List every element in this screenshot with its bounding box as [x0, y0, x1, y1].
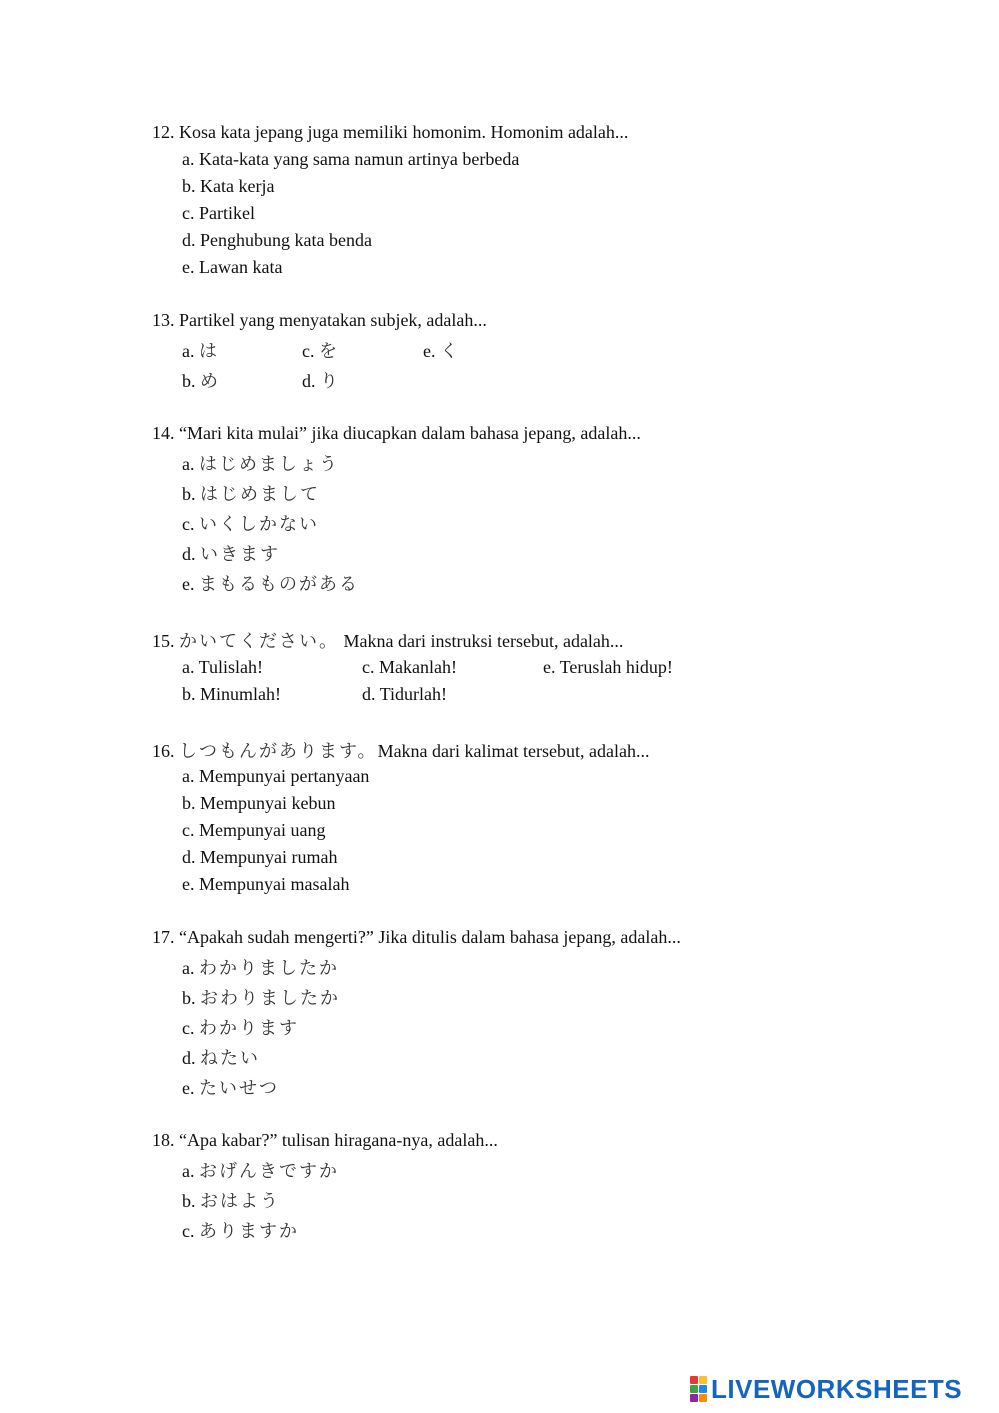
q16-option-a: a. Mempunyai pertanyaan: [182, 766, 370, 786]
question-15: [152, 627, 623, 653]
q14-option-c: [182, 510, 319, 536]
q14-option-d: [182, 540, 280, 566]
question-17: 17. “Apakah sudah mengerti?” Jika ditulis dalam bahasa jepang, adalah...: [152, 927, 681, 947]
q17-option-b-letter: b.: [182, 988, 196, 1008]
q14-option-e-letter: e.: [182, 574, 195, 594]
question-12: 12. Kosa kata jepang juga memiliki homonim. Homonim adalah...: [152, 122, 629, 142]
q18-option-c-kana: ありますか: [199, 1221, 299, 1242]
q17-option-e-kana: たいせつ: [199, 1078, 279, 1099]
liveworksheets-logo-text: LIVEWORKSHEETS: [711, 1373, 963, 1404]
logo-square-5: [690, 1394, 698, 1402]
q12-option-b: b. Kata kerja: [182, 176, 275, 196]
question-16: [152, 737, 649, 763]
q17-option-a: [182, 954, 339, 980]
q12-option-c: c. Partikel: [182, 203, 255, 223]
q14-option-e: [182, 570, 359, 596]
q18-option-c-letter: c.: [182, 1221, 195, 1241]
q15-option-e: e. Teruslah hidup!: [543, 657, 673, 677]
q18-option-b: [182, 1187, 280, 1213]
q18-option-a: [182, 1157, 339, 1183]
question-18: 18. “Apa kabar?” tulisan hiragana-nya, adalah...: [152, 1130, 498, 1150]
q14-option-c-letter: c.: [182, 514, 195, 534]
q18-option-a-letter: a.: [182, 1161, 195, 1181]
q14-option-b-letter: b.: [182, 484, 196, 504]
q13-option-d-kana: り: [320, 371, 340, 392]
q13-option-c-kana: を: [319, 341, 339, 362]
q16-text: Makna dari kalimat tersebut, adalah...: [377, 741, 650, 761]
q16-option-c: c. Mempunyai uang: [182, 820, 326, 840]
logo-square-1: [690, 1376, 698, 1384]
q14-option-e-kana: まもるものがある: [199, 574, 359, 595]
q14-option-b: [182, 480, 320, 506]
q17-option-e-letter: e.: [182, 1078, 195, 1098]
q18-option-b-letter: b.: [182, 1191, 196, 1211]
q14-option-a-kana: はじめましょう: [199, 454, 339, 475]
q14-option-a-letter: a.: [182, 454, 195, 474]
q18-option-b-kana: おはよう: [200, 1191, 280, 1212]
liveworksheets-logo: [690, 1373, 963, 1404]
q15-option-c: c. Makanlah!: [362, 657, 457, 677]
q13-option-b: [182, 367, 220, 393]
question-13: 13. Partikel yang menyatakan subjek, adalah...: [152, 310, 487, 330]
q17-option-b: [182, 984, 340, 1010]
q13-option-e-kana: く: [440, 341, 460, 362]
q17-option-e: [182, 1074, 279, 1100]
q16-number: 16.: [152, 741, 175, 761]
q18-option-a-kana: おげんきですか: [199, 1161, 339, 1182]
q14-option-a: [182, 450, 339, 476]
q14-option-b-kana: はじめまして: [200, 484, 320, 505]
q17-option-a-kana: わかりましたか: [199, 958, 339, 979]
q16-option-b: b. Mempunyai kebun: [182, 793, 336, 813]
q17-option-c-kana: わかります: [199, 1018, 299, 1039]
q13-option-c: [302, 337, 339, 363]
q13-option-b-kana: め: [200, 371, 220, 392]
q15-option-d: d. Tidurlah!: [362, 684, 448, 704]
q13-option-c-letter: c.: [302, 341, 315, 361]
q12-option-a: a. Kata-kata yang sama namun artinya berbeda: [182, 149, 520, 169]
logo-square-3: [690, 1385, 698, 1393]
q16-option-e: e. Mempunyai masalah: [182, 874, 350, 894]
q15-kana: かいてください。: [179, 631, 339, 652]
q17-option-c-letter: c.: [182, 1018, 195, 1038]
liveworksheets-logo-icon: [690, 1376, 707, 1402]
logo-square-2: [699, 1376, 707, 1384]
q14-option-c-kana: いくしかない: [199, 514, 319, 535]
q13-option-d: [302, 367, 340, 393]
q13-option-a-letter: a.: [182, 341, 195, 361]
q17-option-c: [182, 1014, 299, 1040]
q13-option-d-letter: d.: [302, 371, 316, 391]
q12-option-e: e. Lawan kata: [182, 257, 283, 277]
question-14: 14. “Mari kita mulai” jika diucapkan dalam bahasa jepang, adalah...: [152, 423, 641, 443]
q14-option-d-kana: いきます: [200, 544, 280, 565]
q17-option-d-kana: ねたい: [200, 1048, 260, 1069]
q15-option-a: a. Tulislah!: [182, 657, 264, 677]
q13-option-a-kana: は: [199, 341, 219, 362]
q13-option-a: [182, 337, 219, 363]
q17-option-d: [182, 1044, 260, 1070]
q13-option-e: [423, 337, 460, 363]
q15-option-b: b. Minumlah!: [182, 684, 281, 704]
logo-square-6: [699, 1394, 707, 1402]
q15-number: 15.: [152, 631, 175, 651]
q15-text: Makna dari instruksi tersebut, adalah...: [343, 631, 624, 651]
q13-option-b-letter: b.: [182, 371, 196, 391]
q13-option-e-letter: e.: [423, 341, 436, 361]
q14-option-d-letter: d.: [182, 544, 196, 564]
q17-option-b-kana: おわりましたか: [200, 988, 340, 1009]
q18-option-c: [182, 1217, 299, 1243]
q12-option-d: d. Penghubung kata benda: [182, 230, 372, 250]
q17-option-a-letter: a.: [182, 958, 195, 978]
q16-option-d: d. Mempunyai rumah: [182, 847, 338, 867]
q16-kana: しつもんがあります。: [179, 741, 378, 762]
logo-square-4: [699, 1385, 707, 1393]
q17-option-d-letter: d.: [182, 1048, 196, 1068]
